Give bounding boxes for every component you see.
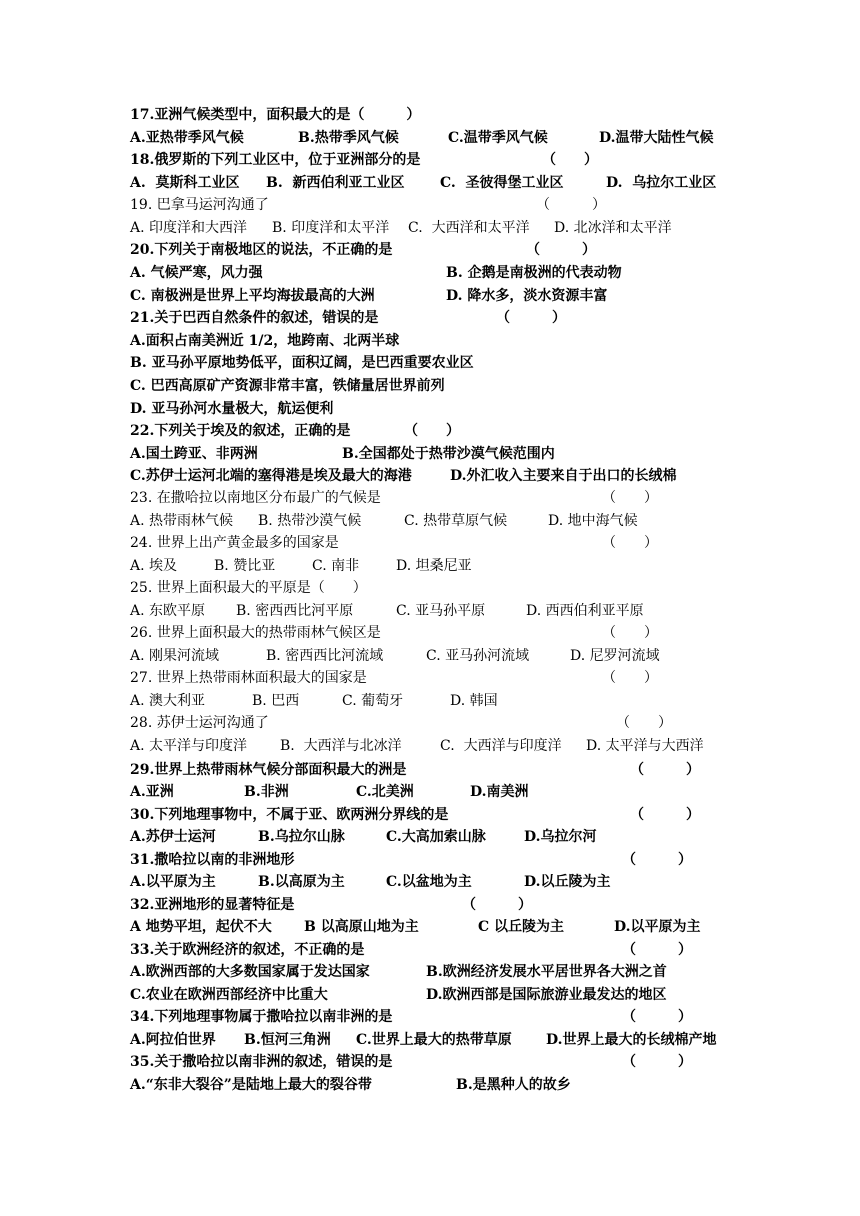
q33-option-a: A.欧洲西部的大多数国家属于发达国家 bbox=[130, 964, 370, 980]
q33-stem: 33.关于欧洲经济的叙述，不正确的是 bbox=[130, 942, 365, 958]
q20-answer-blank: （ ） bbox=[526, 242, 596, 258]
q35-line bbox=[130, 1051, 692, 1073]
q28-option-a: A. 太平洋与印度洋 bbox=[130, 738, 248, 754]
q27-option-b: B. 巴西 bbox=[252, 693, 300, 709]
q21-option-d: D. 亚马孙河水量极大，航运便利 bbox=[130, 401, 334, 417]
q28-options bbox=[130, 735, 704, 757]
q22-options-cd bbox=[130, 465, 677, 487]
q32-option-d: D.以平原为主 bbox=[614, 919, 701, 935]
q34-line bbox=[130, 1006, 692, 1028]
q34-option-d: D.世界上最大的长绒棉产地 bbox=[546, 1032, 717, 1048]
q26-option-d: D. 尼罗河流域 bbox=[570, 648, 660, 664]
q22-answer-blank: （ ） bbox=[404, 423, 460, 439]
q31-stem: 31.撒哈拉以南的非洲地形 bbox=[130, 852, 295, 868]
q31-answer-blank: （ ） bbox=[622, 852, 692, 868]
q31-option-d: D.以丘陵为主 bbox=[524, 874, 611, 890]
q34-options bbox=[130, 1029, 717, 1051]
q25-option-c: C. 亚马孙平原 bbox=[396, 603, 486, 619]
q20-options-cd bbox=[130, 285, 608, 307]
q33-option-c: C.农业在欧洲西部经济中比重大 bbox=[130, 987, 328, 1003]
q22-options-ab bbox=[130, 443, 555, 465]
q18-option-d: D. 乌拉尔工业区 bbox=[606, 175, 717, 191]
q27-option-c: C. 葡萄牙 bbox=[342, 693, 404, 709]
q32-stem: 32.亚洲地形的显著特征是 bbox=[130, 897, 295, 913]
q17-stem: 17.亚洲气候类型中，面积最大的是（ ） bbox=[130, 107, 421, 123]
q25-options bbox=[130, 600, 644, 622]
q26-options bbox=[130, 645, 660, 667]
q27-options bbox=[130, 690, 498, 712]
q17-option-d: D.温带大陆性气候 bbox=[599, 130, 714, 146]
q34-option-b: B.恒河三角洲 bbox=[244, 1032, 331, 1048]
q35-stem: 35.关于撒哈拉以南非洲的叙述，错误的是 bbox=[130, 1054, 393, 1070]
q22-option-c: C.苏伊士运河北端的塞得港是埃及最大的海港 bbox=[130, 468, 412, 484]
q21-line bbox=[130, 307, 566, 329]
q26-option-b: B. 密西西比河流域 bbox=[266, 648, 384, 664]
q34-answer-blank: （ ） bbox=[622, 1009, 692, 1025]
q20-options-ab bbox=[130, 262, 622, 284]
q19-answer-blank: （ ） bbox=[536, 197, 606, 213]
q32-line bbox=[130, 894, 532, 916]
q31-option-a: A.以平原为主 bbox=[130, 874, 216, 890]
q28-answer-blank: （ ） bbox=[616, 715, 672, 731]
q32-option-b: B 以高原山地为主 bbox=[304, 919, 419, 935]
q18-answer-blank: （ ） bbox=[542, 152, 598, 168]
q21-answer-blank: （ ） bbox=[496, 310, 566, 326]
q29-line bbox=[130, 759, 700, 781]
q30-options bbox=[130, 826, 597, 848]
q21-option-c: C. 巴西高原矿产资源非常丰富，铁储量居世界前列 bbox=[130, 378, 445, 394]
q20-option-a: A. 气候严寒，风力强 bbox=[130, 265, 263, 281]
q24-options bbox=[130, 555, 472, 577]
q22-line bbox=[130, 420, 460, 442]
q28-stem: 28. 苏伊士运河沟通了 bbox=[130, 715, 269, 731]
q23-option-d: D. 地中海气候 bbox=[548, 513, 638, 529]
q19-option-a: A. 印度洋和大西洋 bbox=[130, 220, 248, 236]
q23-stem: 23. 在撒哈拉以南地区分布最广的气候是 bbox=[130, 490, 381, 506]
q18-option-a: A. 莫斯科工业区 bbox=[130, 175, 240, 191]
q21-option-b: B. 亚马孙平原地势低平，面积辽阔，是巴西重要农业区 bbox=[130, 355, 474, 371]
q20-option-c: C. 南极洲是世界上平均海拔最高的大洲 bbox=[130, 288, 375, 304]
q35-option-b: B.是黑种人的故乡 bbox=[456, 1077, 571, 1093]
q29-option-c: C.北美洲 bbox=[356, 784, 414, 800]
q27-stem: 27. 世界上热带雨林面积最大的国家是 bbox=[130, 670, 367, 686]
q31-option-c: C.以盆地为主 bbox=[386, 874, 472, 890]
q29-stem: 29.世界上热带雨林气候分部面积最大的洲是 bbox=[130, 762, 407, 778]
q24-option-b: B. 赞比亚 bbox=[214, 558, 276, 574]
q31-options bbox=[130, 871, 611, 893]
q30-option-b: B.乌拉尔山脉 bbox=[258, 829, 345, 845]
q32-options bbox=[130, 916, 701, 938]
q17-option-b: B.热带季风气候 bbox=[298, 130, 399, 146]
q27-option-d: D. 韩国 bbox=[450, 693, 498, 709]
q30-option-c: C.大高加索山脉 bbox=[386, 829, 486, 845]
q18-stem: 18.俄罗斯的下列工业区中，位于亚洲部分的是 bbox=[130, 152, 421, 168]
q35-answer-blank: （ ） bbox=[622, 1054, 692, 1070]
q25-option-d: D. 西西伯利亚平原 bbox=[526, 603, 644, 619]
q27-answer-blank: （ ） bbox=[602, 670, 658, 686]
q17-options bbox=[130, 127, 714, 149]
q34-option-c: C.世界上最大的热带草原 bbox=[356, 1032, 512, 1048]
q26-option-c: C. 亚马孙河流域 bbox=[426, 648, 530, 664]
q20-option-b: B. 企鹅是南极洲的代表动物 bbox=[446, 265, 622, 281]
q33-line bbox=[130, 939, 692, 961]
q18-option-b: B. 新西伯利亚工业区 bbox=[266, 175, 405, 191]
q21-option-a: A.面积占南美洲近 1/2，地跨南、北两半球 bbox=[130, 333, 400, 349]
q30-option-a: A.苏伊士运河 bbox=[130, 829, 216, 845]
q19-option-d: D. 北冰洋和太平洋 bbox=[554, 220, 672, 236]
q24-option-d: D. 坦桑尼亚 bbox=[396, 558, 472, 574]
q19-options bbox=[130, 217, 672, 239]
q26-answer-blank: （ ） bbox=[602, 625, 658, 641]
q24-stem: 24. 世界上出产黄金最多的国家是 bbox=[130, 535, 339, 551]
q23-option-c: C. 热带草原气候 bbox=[404, 513, 508, 529]
q22-option-b: B.全国都处于热带沙漠气候范围内 bbox=[342, 446, 555, 462]
q24-option-a: A. 埃及 bbox=[130, 558, 178, 574]
q29-option-b: B.非洲 bbox=[244, 784, 289, 800]
q24-line bbox=[130, 532, 658, 554]
q33-option-b: B.欧洲经济发展水平居世界各大洲之首 bbox=[426, 964, 667, 980]
q32-option-a: A 地势平坦，起伏不大 bbox=[130, 919, 272, 935]
q34-stem: 34.下列地理事物属于撒哈拉以南非洲的是 bbox=[130, 1009, 393, 1025]
q26-stem: 26. 世界上面积最大的热带雨林气候区是 bbox=[130, 625, 381, 641]
q34-option-a: A.阿拉伯世界 bbox=[130, 1032, 216, 1048]
q29-answer-blank: （ ） bbox=[630, 762, 700, 778]
q35-option-a: A.“东非大裂谷”是陆地上最大的裂谷带 bbox=[130, 1077, 372, 1093]
q17-option-c: C.温带季风气候 bbox=[448, 130, 548, 146]
q25-option-a: A. 东欧平原 bbox=[130, 603, 206, 619]
q28-option-d: D. 太平洋与大西洋 bbox=[586, 738, 704, 754]
q26-option-a: A. 刚果河流域 bbox=[130, 648, 220, 664]
q17-option-a: A.亚热带季风气候 bbox=[130, 130, 244, 146]
q25-stem: 25. 世界上面积最大的平原是（ ） bbox=[130, 580, 367, 596]
q23-option-a: A. 热带雨林气候 bbox=[130, 513, 234, 529]
q23-line bbox=[130, 487, 658, 509]
q21-stem: 21.关于巴西自然条件的叙述，错误的是 bbox=[130, 310, 379, 326]
q28-option-c: C. 大西洋与印度洋 bbox=[440, 738, 562, 754]
q35-options-ab bbox=[130, 1074, 571, 1096]
q24-answer-blank: （ ） bbox=[602, 535, 658, 551]
q32-answer-blank: （ ） bbox=[462, 897, 532, 913]
q19-option-b: B. 印度洋和太平洋 bbox=[272, 220, 390, 236]
q19-stem: 19. 巴拿马运河沟通了 bbox=[130, 197, 269, 213]
q24-option-c: C. 南非 bbox=[312, 558, 360, 574]
q20-stem: 20.下列关于南极地区的说法，不正确的是 bbox=[130, 242, 393, 258]
q30-line bbox=[130, 804, 700, 826]
q18-line bbox=[130, 149, 598, 171]
q18-options bbox=[130, 172, 717, 194]
q26-line bbox=[130, 622, 658, 644]
q33-option-d: D.欧洲西部是国际旅游业最发达的地区 bbox=[426, 987, 667, 1003]
q19-option-c: C. 大西洋和太平洋 bbox=[408, 220, 530, 236]
q22-option-a: A.国土跨亚、非两洲 bbox=[130, 446, 258, 462]
q33-answer-blank: （ ） bbox=[622, 942, 692, 958]
q23-answer-blank: （ ） bbox=[602, 490, 658, 506]
q23-option-b: B. 热带沙漠气候 bbox=[258, 513, 362, 529]
q22-option-d: D.外汇收入主要来自于出口的长绒棉 bbox=[450, 468, 677, 484]
q30-answer-blank: （ ） bbox=[630, 807, 700, 823]
q32-option-c: C 以丘陵为主 bbox=[478, 919, 565, 935]
q30-option-d: D.乌拉尔河 bbox=[524, 829, 597, 845]
q27-line bbox=[130, 667, 658, 689]
q29-option-a: A.亚洲 bbox=[130, 784, 174, 800]
q33-options-ab bbox=[130, 961, 667, 983]
q29-option-d: D.南美洲 bbox=[470, 784, 529, 800]
q25-option-b: B. 密西西比河平原 bbox=[236, 603, 354, 619]
q23-options bbox=[130, 510, 638, 532]
q20-line bbox=[130, 239, 596, 261]
q29-options bbox=[130, 781, 529, 803]
q27-option-a: A. 澳大利亚 bbox=[130, 693, 206, 709]
q28-line bbox=[130, 712, 672, 734]
q19-line bbox=[130, 194, 606, 216]
q31-line bbox=[130, 849, 692, 871]
q30-stem: 30.下列地理事物中，不属于亚、欧两洲分界线的是 bbox=[130, 807, 449, 823]
q31-option-b: B.以高原为主 bbox=[258, 874, 345, 890]
q22-stem: 22.下列关于埃及的叙述，正确的是 bbox=[130, 423, 351, 439]
q20-option-d: D. 降水多，淡水资源丰富 bbox=[446, 288, 608, 304]
q33-options-cd bbox=[130, 984, 667, 1006]
q28-option-b: B. 大西洋与北冰洋 bbox=[280, 738, 402, 754]
q18-option-c: C. 圣彼得堡工业区 bbox=[440, 175, 564, 191]
